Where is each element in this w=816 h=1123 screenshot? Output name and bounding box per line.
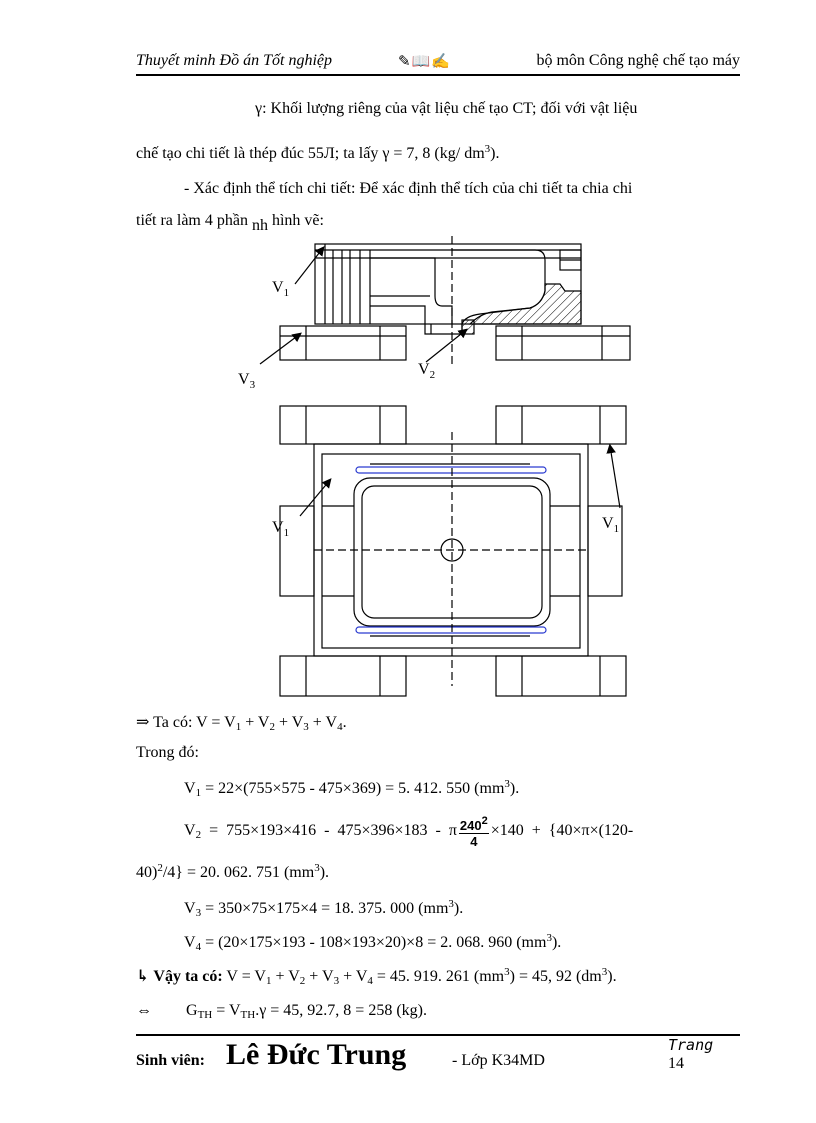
v2-formula: $V_2 = 755\times 193\times 416 - 475\times 396\times 183 - \pi$ $\frac{240^2}{4}$ ×140 + {40×π×(120- bbox=[184, 815, 634, 849]
v2-formula-continued: 40)$^2$/4} = 20. 062. 751 $(mm^3)$. bbox=[136, 862, 330, 881]
header-left-title: Thuyết minh Đồ án Tốt nghiệp bbox=[136, 52, 332, 69]
label-v1-top: $V_1$ bbox=[272, 279, 290, 299]
v1-formula: $V_1 = 22\times(755\times 575 - 475\times 369) = 5$. 412. 550 $(mm^3)$. bbox=[184, 778, 520, 799]
label-v1-left: $V_1$ bbox=[272, 519, 290, 539]
v3-formula: $V_3 = 350\times 75\times 175\times 4 = 18$. 375. 000 $(mm^3)$. bbox=[184, 898, 464, 919]
footer-student-name: Lê Đức Trung bbox=[226, 1038, 407, 1071]
total-volume-line: ⇒ Ta có: $V = V_1 + V_2 + V_3 + V_4$. bbox=[136, 714, 347, 733]
footer-student-label: Sinh viên: bbox=[136, 1052, 205, 1069]
summary-line: ↳ Vậy ta có: $V = V_1 + V_2 + V_3 + V_4 = 45$. 919. 261 $(mm^3) = 45$, 92 $(dm^3)$. bbox=[136, 966, 617, 987]
label-v3: $V_3$ bbox=[238, 371, 256, 391]
equivalence-icon: ⇔ bbox=[136, 1002, 152, 1019]
paragraph-line-3: - Xác định thể tích chi tiết: Để xác định thể tích của chi tiết ta chia chi bbox=[184, 180, 633, 197]
plan-view bbox=[280, 406, 626, 696]
page-number: 14 bbox=[668, 1055, 684, 1072]
footer-trang-label: Trang bbox=[668, 1036, 714, 1054]
footer-class: - Lớp K34MD bbox=[452, 1052, 545, 1069]
trong-do-line: Trong đó: bbox=[136, 744, 199, 761]
mass-line: ⇔ $G_{TH} = V_{TH}.\gamma = 45$, 92.7, 8 = 258 (kg). bbox=[136, 1002, 427, 1021]
v4-formula: $V_4 = (20\times 175\times 193 - 108\times 193\times 20)\times 8 = 2$. 068. 960 $(mm^3)$. bbox=[184, 932, 562, 953]
paragraph-line-1: γ: Khối lượng riêng của vật liệu chế tạo CT; đối với vật liệu bbox=[255, 100, 638, 117]
paragraph-line-4: tiết ra làm 4 phần nh hình vẽ: bbox=[136, 212, 324, 234]
arrow-icon: ↳ bbox=[136, 968, 150, 985]
section-view bbox=[260, 236, 630, 364]
label-v1-right: $V_1$ bbox=[602, 515, 620, 535]
technical-drawing bbox=[230, 236, 650, 698]
paragraph-line-2: chế tạo chi tiết là thép đúc 55Л; ta lấy γ = 7, 8 (kg/ $dm^3$). bbox=[136, 143, 500, 162]
page-header bbox=[136, 50, 740, 76]
header-right-title: bộ môn Công nghệ chế tạo máy bbox=[536, 52, 740, 69]
label-v2: $V_2$ bbox=[418, 361, 436, 381]
footer-divider bbox=[136, 1034, 740, 1036]
fraction: $\frac{240^2}{4}$ bbox=[459, 815, 488, 849]
book-ornament-icon: ✎📖✍ bbox=[398, 54, 451, 70]
